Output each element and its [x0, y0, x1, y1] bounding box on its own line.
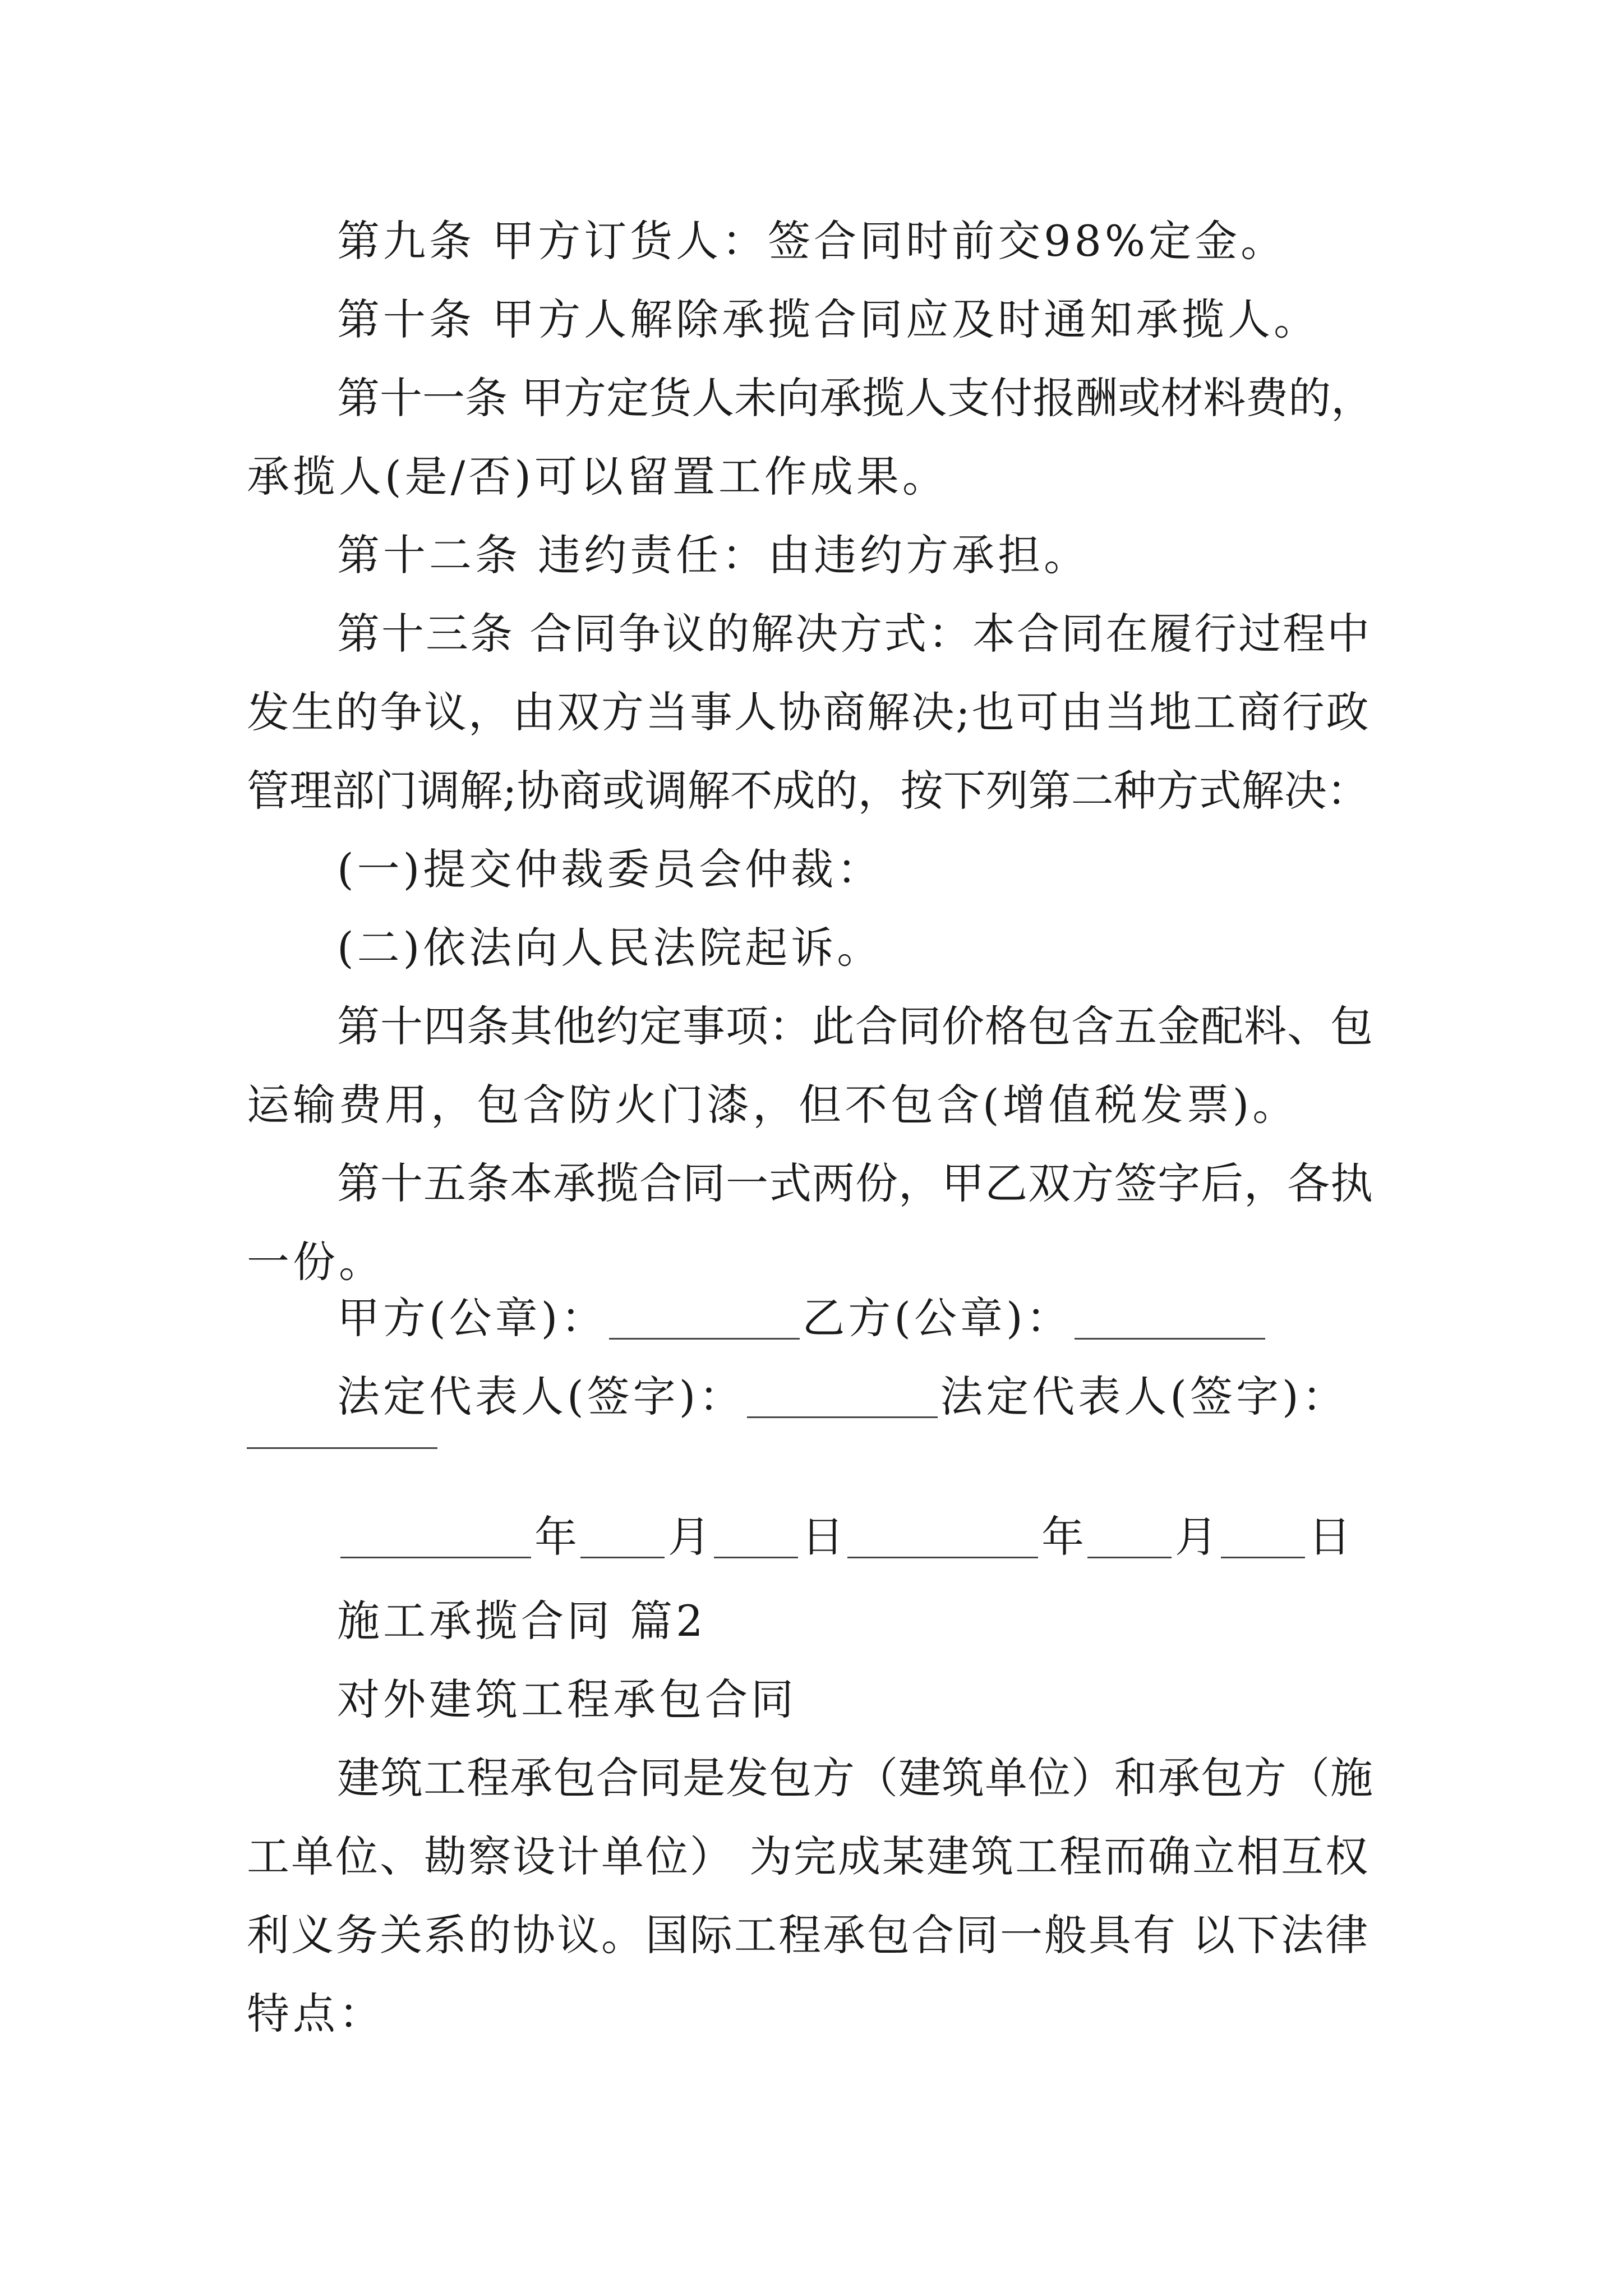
intro-line-1: 建筑工程承包合同是发包方（建筑单位）和承包方（施	[337, 1753, 1373, 1803]
intro-line-2: 工单位、勘察设计单位） 为完成某建筑工程而确立相互权	[247, 1832, 1370, 1881]
article-10: 第十条 甲方人解除承揽合同应及时通知承揽人。	[337, 295, 1320, 344]
date-b-month-blank	[1087, 1517, 1172, 1558]
seal-signature-row	[337, 1293, 1267, 1343]
date-b-day-blank	[1221, 1517, 1305, 1558]
date-a-year-blank	[340, 1517, 531, 1558]
date-b-year: 年	[1041, 1512, 1084, 1562]
article-14-line-1: 第十四条其他约定事项：此合同价格包含五金配料、包	[337, 1001, 1373, 1051]
rep-a-label: 法定代表人(签字)：	[337, 1372, 745, 1421]
article-9: 第九条 甲方订货人：签合同时前交98%定金。	[337, 216, 1287, 266]
party-a-seal-blank	[609, 1299, 800, 1340]
article-14-line-2: 运输费用，包含防火门漆，但不包含(增值税发票)。	[247, 1080, 1299, 1130]
article-12: 第十二条 违约责任：由违约方承担。	[337, 530, 1090, 580]
option-arbitration: (一)提交仲裁委员会仲裁：	[337, 844, 883, 894]
intro-line-4: 特点：	[247, 1989, 385, 2039]
date-row	[337, 1512, 1351, 1562]
party-a-seal-label: 甲方(公章)：	[337, 1293, 607, 1343]
representative-signature-row	[337, 1372, 1348, 1421]
date-b-year-blank	[847, 1517, 1038, 1558]
date-a-month-blank	[580, 1517, 665, 1558]
section-subtitle: 对外建筑工程承包合同	[337, 1674, 797, 1724]
date-a-day: 日	[801, 1512, 844, 1562]
intro-line-3: 利义务关系的协议。国际工程承包合同一般具有 以下法律	[247, 1910, 1370, 1960]
date-b-month: 月	[1175, 1512, 1218, 1562]
option-court: (二)依法向人民法院起诉。	[337, 923, 883, 973]
article-13-line-3: 管理部门调解;协商或调解不成的，按下列第二种方式解决：	[247, 766, 1370, 816]
article-13-line-1: 第十三条 合同争议的解决方式：本合同在履行过程中	[337, 609, 1372, 659]
article-11-line-2: 承揽人(是/否)可以留置工作成果。	[247, 452, 948, 501]
date-b-day: 日	[1308, 1512, 1351, 1562]
section-title: 施工承揽合同 篇2	[337, 1596, 707, 1646]
date-a-day-blank	[714, 1517, 798, 1558]
article-13-line-2: 发生的争议，由双方当事人协商解决;也可由当地工商行政	[247, 687, 1371, 737]
date-a-year: 年	[534, 1512, 577, 1562]
article-11-line-1: 第十一条 甲方定货人未向承揽人支付报酬或材料费的，	[337, 373, 1374, 423]
rep-b-blank	[247, 1447, 437, 1449]
date-a-month: 月	[668, 1512, 711, 1562]
article-15-line-1: 第十五条本承揽合同一式两份，甲乙双方签字后，各执	[337, 1158, 1373, 1208]
party-b-seal-label: 乙方(公章)：	[802, 1293, 1072, 1343]
rep-a-blank	[747, 1377, 938, 1418]
party-b-seal-blank	[1075, 1299, 1265, 1340]
article-15-line-2: 一份。	[247, 1237, 385, 1287]
rep-b-label: 法定代表人(签字)：	[940, 1372, 1348, 1421]
